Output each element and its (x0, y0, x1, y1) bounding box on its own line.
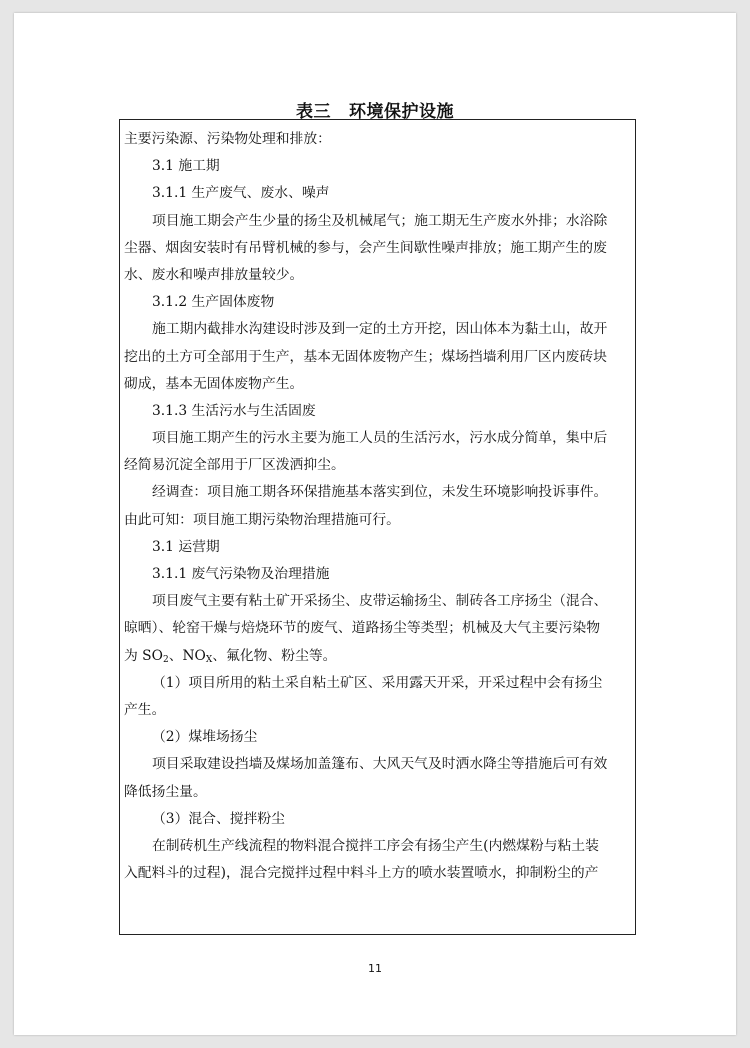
table-title-text: 环境保护设施 (349, 102, 454, 122)
text-line: 施工期内截排水沟建设时涉及到一定的土方开挖，因山体本为黏土山，故开 (152, 321, 608, 338)
content-box (119, 119, 636, 935)
text-line: 为 $SO_2$、$NO_X$、氟化物、粉尘等。 (124, 647, 337, 665)
text-line: 3.1.2 生产固体废物 (152, 294, 275, 311)
text-line: 产生。 (124, 701, 166, 718)
text-line: 经简易沉淀全部用于厂区泼洒抑尘。 (124, 457, 345, 474)
text-line: 3.1 施工期 (152, 158, 220, 175)
text-line: 项目采取建设挡墙及煤场加盖篷布、大风天气及时洒水降尘等措施后可有效 (152, 756, 608, 773)
text-line: 晾晒）、轮窑干燥与焙烧环节的废气、道路扬尘等类型；机械及大气主要污染物 (124, 620, 600, 637)
text-line: 3.1.1 废气污染物及治理措施 (152, 566, 330, 582)
text-line: 3.1.3 生活污水与生活固废 (152, 402, 316, 419)
text-line: 水、废水和噪声排放量较少。 (124, 266, 304, 283)
text-line: 项目废气主要有粘土矿开采扬尘、皮带运输扬尘、制砖各工序扬尘（混合、 (152, 593, 608, 610)
text-line: 降低扬尘量。 (124, 783, 207, 800)
text-line: （2）煤堆场扬尘 (152, 729, 258, 746)
text-line: 在制砖机生产线流程的物料混合搅拌工序会有扬尘产生(内燃煤粉与粘土装 (152, 837, 599, 854)
text-line: 项目施工期会产生少量的扬尘及机械尾气；施工期无生产废水外排；水浴除 (152, 212, 608, 229)
text-line: 3.1 运营期 (152, 538, 220, 555)
text-line: 由此可知：项目施工期污染物治理措施可行。 (124, 511, 400, 528)
text-line: 主要污染源、污染物处理和排放： (124, 131, 331, 147)
text-line: （1）项目所用的粘土采自粘土矿区、采用露天开采，开采过程中会有扬尘 (152, 674, 603, 691)
text-line: 入配料斗的过程)，混合完搅拌过程中料斗上方的喷水装置喷水，抑制粉尘的产 (124, 865, 599, 882)
text-line: 挖出的土方可全部用于生产，基本无固体废物产生；煤场挡墙利用厂区内废砖块 (124, 348, 607, 365)
text-line: 经调查：项目施工期各环保措施基本落实到位，未发生环境影响投诉事件。 (152, 484, 608, 501)
text-line: 砌成，基本无固体废物产生。 (124, 375, 304, 392)
text-line: （3）混合、搅拌粉尘 (152, 810, 285, 827)
text-line: 尘器、烟囱安装时有吊臂机械的参与，会产生间歇性噪声排放；施工期产生的废 (124, 239, 607, 256)
table-title-number: 表三 (296, 102, 331, 122)
text-line: 项目施工期产生的污水主要为施工人员的生活污水，污水成分简单，集中后 (152, 430, 608, 447)
page-number: 11 (368, 962, 382, 975)
text-line: 3.1.1 生产废气、废水、噪声 (152, 185, 330, 202)
